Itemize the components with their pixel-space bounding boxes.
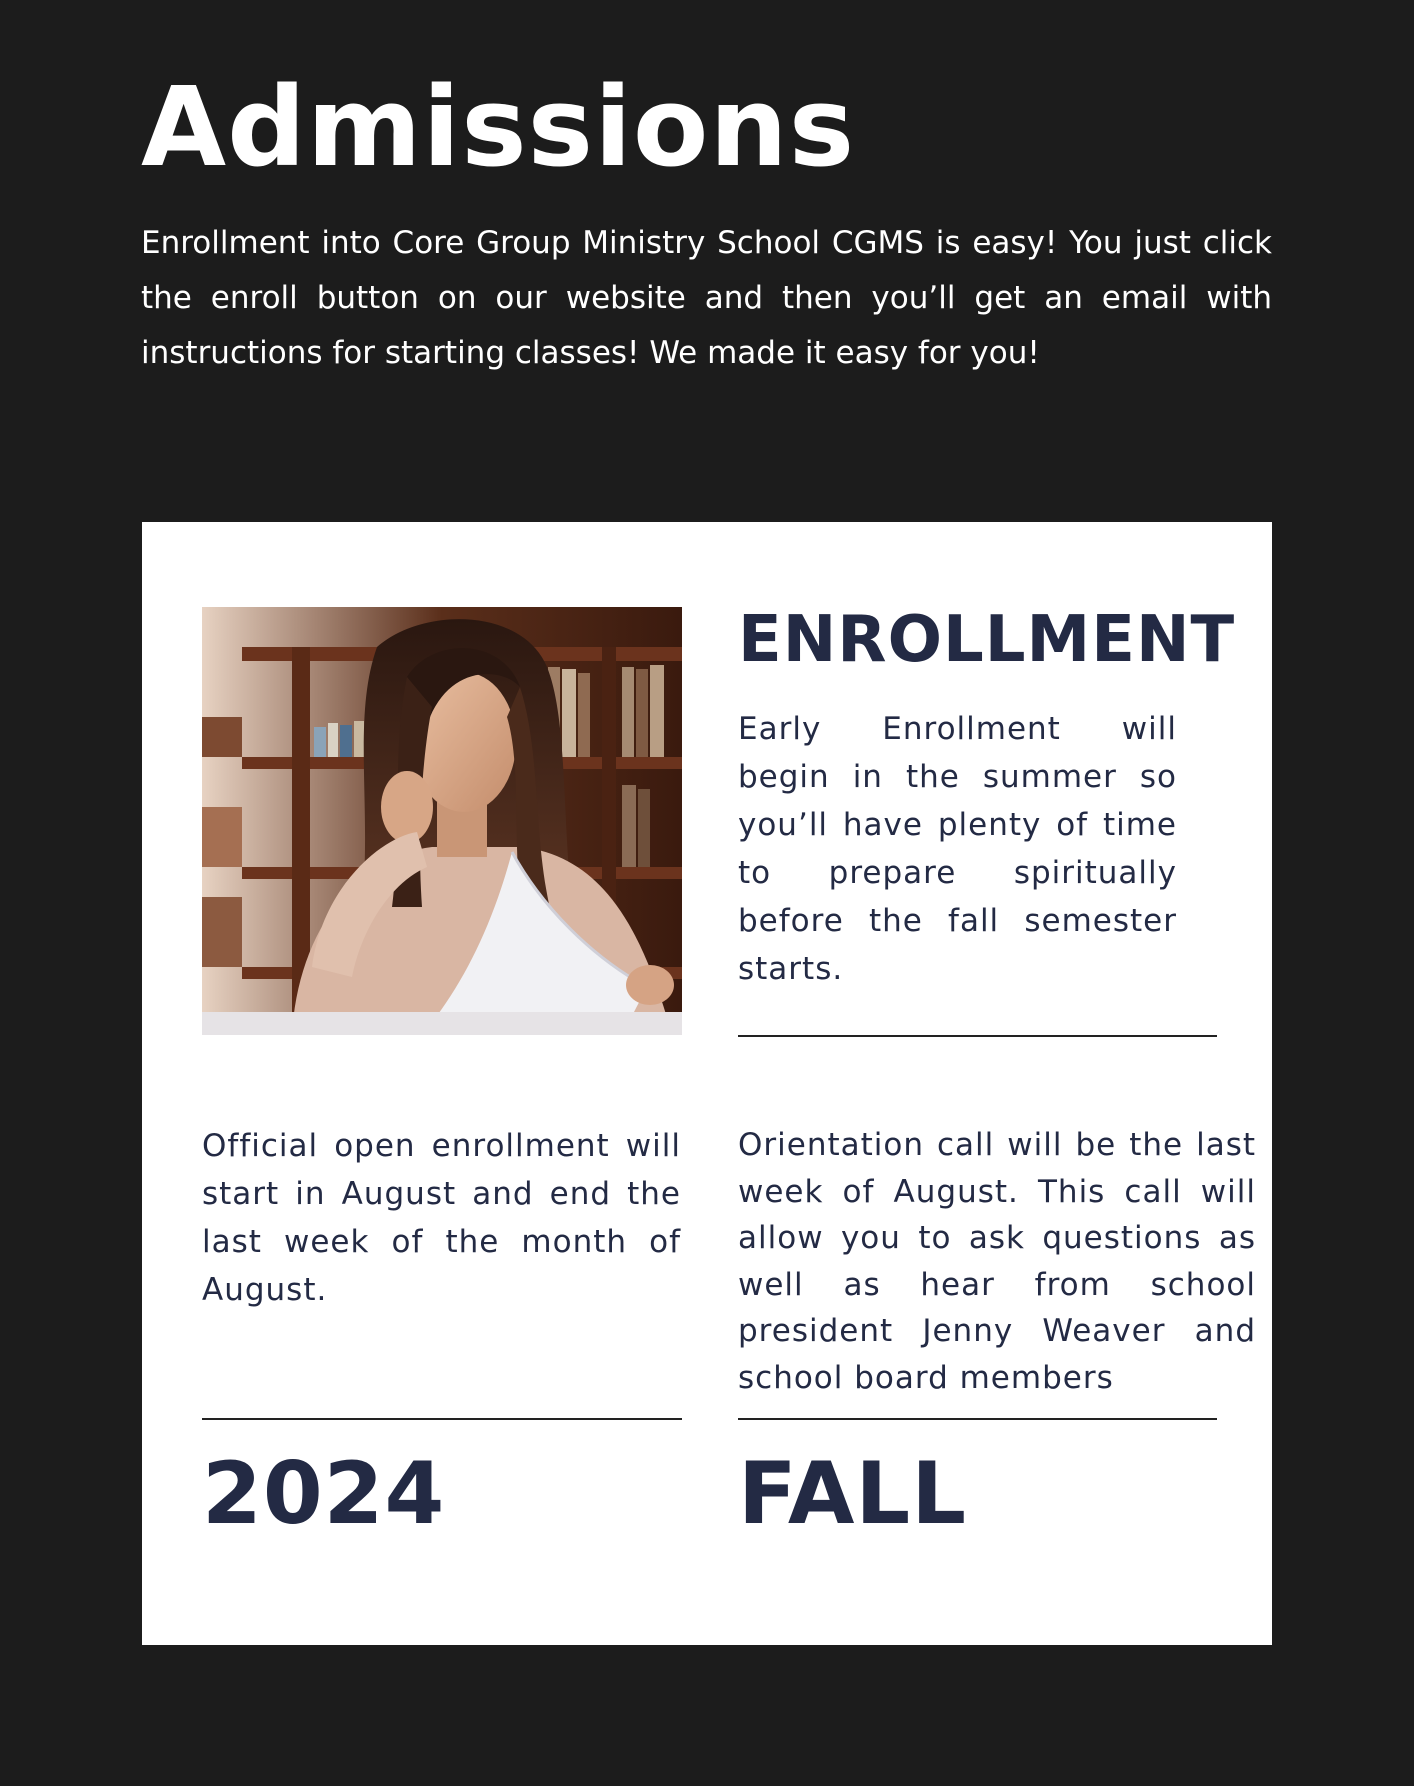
page-title: Admissions [141,63,856,191]
divider-line [738,1418,1217,1420]
orientation-text: Orientation call will be the last week of August. This call will allow you to ask questions as well as hear from school president Jenny Weaver and school board members [738,1127,1256,1396]
divider-line [738,1035,1217,1037]
student-reading-photo [202,607,682,1035]
intro-paragraph: Enrollment into Core Group Ministry School CGMS is easy! You just click the enroll button on our website and then you’ll get an email with instructions for starting classes! We made it easy for you! [141,225,1272,371]
open-enrollment-text: Official open enrollment will start in August and end the last week of the month of August. [202,1128,681,1308]
season-label: FALL [738,1444,968,1544]
enrollment-heading: ENROLLMENT [738,603,1236,677]
early-enrollment-text: Early Enrollment will begin in the summer so you’ll have plenty of time to prepare spiritually before the fall semester starts. [738,711,1177,987]
year-label: 2024 [202,1444,446,1544]
enrollment-card [142,522,1272,1645]
divider-line [202,1418,682,1420]
